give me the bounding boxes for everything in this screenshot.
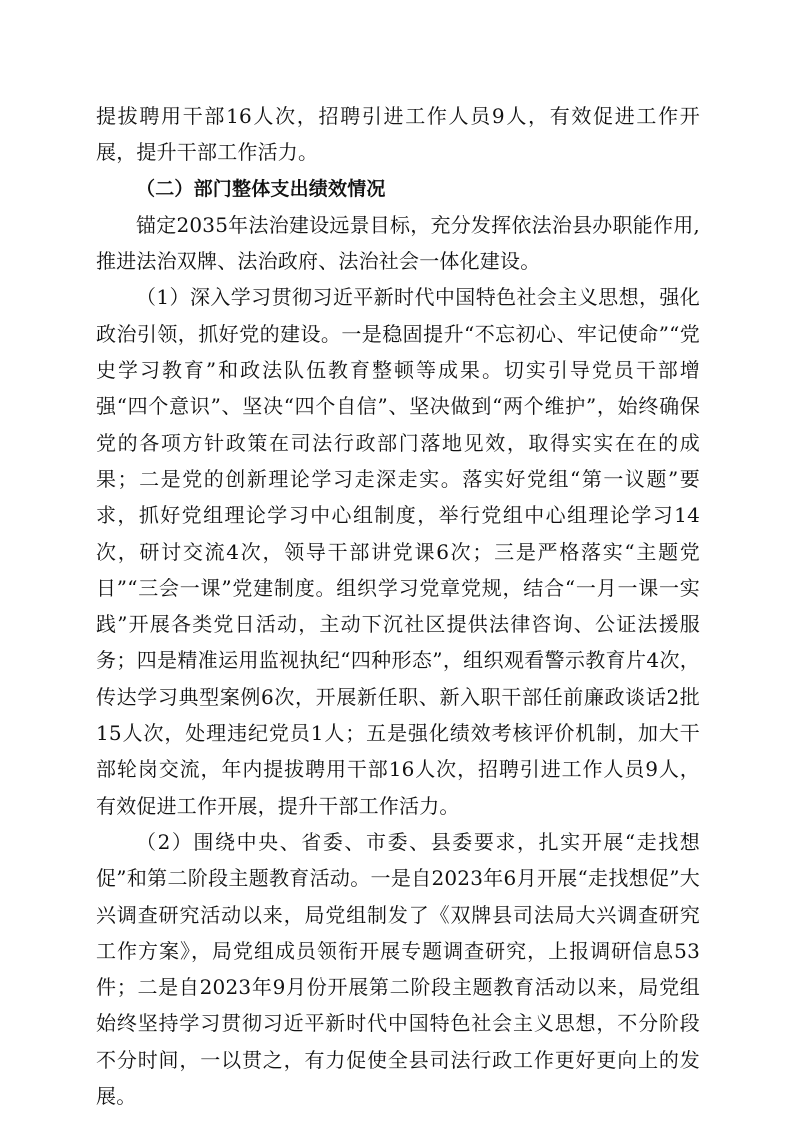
paragraph-continuation: 提拔聘用干部16人次，招聘引进工作人员9人，有效促进工作开展，提升干部工作活力。 [96, 104, 700, 165]
paragraph-rule-of-law-goal: 锚定2035年法治建设远景目标，充分发挥依法治县办职能作用,推进法治双牌、法治政府、法治社会一体化建设。 [96, 212, 700, 274]
document-body [96, 98, 700, 1114]
section-heading-overall-expenditure: （二）部门整体支出绩效情况 [136, 177, 386, 200]
paragraph-item-2-theme-education: （2）围绕中央、省委、市委、县委要求，扎实开展“走找想促”和第二阶段主题教育活动。一是自2023年6月开展“走找想促”大兴调查研究活动以来，局党组制发了《双牌县司法局大兴调查研究工作方案》，局党组成员领衔开展专题调查研究，上报调研信息53件；二是自2023年9月份开展第二阶段主题教育活动以来，局党组始终坚持学习贯彻习近平新时代中国特色社会主义思想，不分阶段不分时间，一以贯之，有力促使全县司法行政工作更好更向上的发展。 [96, 829, 700, 1109]
paragraph-item-1-party-building: （1）深入学习贯彻习近平新时代中国特色社会主义思想，强化政治引领，抓好党的建设。一是稳固提升“不忘初心、牢记使命”“党史学习教育”和政法队伍教育整顿等成果。切实引导党员干部增强“四个意识”、坚决“四个自信”、坚决做到“两个维护”，始终确保党的各项方针政策在司法行政部门落地见效，取得实实在在的成果；二是党的创新理论学习走深走实。落实好党组“第一议题”要求，抓好党组理论学习中心组制度，举行党组中心组理论学习14次，研讨交流4次，领导干部讲党课6次；三是严格落实“主题党日”“三会一课”党建制度。组织学习党章党规，结合“一月一课一实践”开展各类党日活动，主动下沉社区提供法律咨询、公证法援服务；四是精准运用监视执纪“四种形态”，组织观看警示教育片4次，传达学习典型案例6次，开展新任职、新入职干部任前廉政谈话2批15人次，处理违纪党员1人；五是强化绩效考核评价机制，加大干部轮岗交流，年内提拔聘用干部16人次，招聘引进工作人员9人，有效促进工作开展，提升干部工作活力。 [96, 285, 700, 818]
